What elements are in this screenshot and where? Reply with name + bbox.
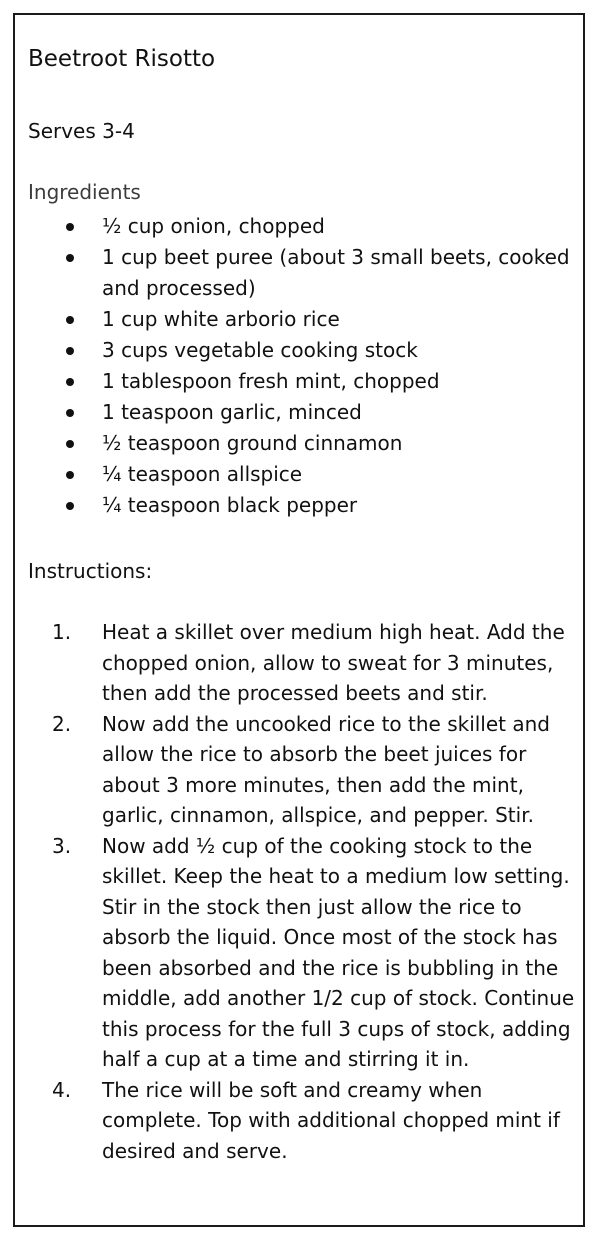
ingredients-heading: Ingredients (28, 180, 141, 204)
bullet-icon (66, 254, 74, 262)
step-text: Now add ½ cup of the cooking stock to the skillet. Keep the heat to a medium low setting. Stir in the stock then just allow the rice to absorb the liquid. Once most of the stock has been absorbed and the rice is bubbling in the middle, add another 1/2 cup of stock. Continue this process for the full 3 cups of stock, adding half a cup at a time and stirring it in. (102, 833, 575, 1071)
step-number: 1. (52, 620, 72, 644)
step-text: Now add the uncooked rice to the skillet and allow the rice to absorb the beet juices for about 3 more minutes, then add the mint, garlic, cinnamon, allspice, and pepper. Stir. (102, 711, 550, 827)
instructions-list (15, 617, 583, 1166)
recipe-card (13, 13, 585, 1227)
bullet-icon (66, 347, 74, 355)
bullet-icon (66, 378, 74, 386)
bullet-icon (66, 440, 74, 448)
ingredient-item (15, 490, 583, 521)
bullet-icon (66, 502, 74, 510)
instruction-step (15, 831, 583, 1075)
servings-text: Serves 3-4 (28, 119, 135, 143)
step-number: 4. (52, 1077, 72, 1102)
bullet-icon (66, 409, 74, 417)
step-number: 2. (52, 711, 72, 736)
ingredient-item (15, 366, 583, 397)
bullet-icon (66, 471, 74, 479)
ingredient-item (15, 211, 583, 242)
bullet-icon (66, 316, 74, 324)
ingredient-item (15, 428, 583, 459)
ingredient-item (15, 335, 583, 366)
ingredient-item (15, 459, 583, 490)
recipe-title: Beetroot Risotto (28, 46, 216, 72)
ingredient-item (15, 397, 583, 428)
step-text: The rice will be soft and creamy when complete. Top with additional chopped mint if desired and serve. (102, 1077, 560, 1163)
step-text: Heat a skillet over medium high heat. Add the chopped onion, allow to sweat for 3 minutes, then add the processed beets and stir. (102, 620, 565, 705)
ingredients-list (15, 211, 583, 521)
ingredient-item (15, 242, 583, 304)
instruction-step (15, 1075, 583, 1167)
ingredient-text: 1 tablespoon fresh mint, chopped (102, 369, 440, 393)
ingredient-text: ½ cup onion, chopped (102, 214, 325, 238)
ingredient-text: ¼ teaspoon allspice (102, 462, 303, 486)
ingredient-text: 1 teaspoon garlic, minced (102, 400, 362, 424)
ingredient-item (15, 304, 583, 335)
ingredient-text: 1 cup beet puree (about 3 small beets, cooked and processed) (102, 245, 570, 300)
ingredient-text: 1 cup white arborio rice (102, 307, 340, 331)
instruction-step (15, 617, 583, 709)
instructions-heading: Instructions: (28, 559, 153, 583)
ingredient-text: 3 cups vegetable cooking stock (102, 338, 418, 362)
ingredient-text: ½ teaspoon ground cinnamon (102, 431, 403, 455)
bullet-icon (66, 223, 74, 231)
ingredient-text: ¼ teaspoon black pepper (102, 493, 358, 517)
step-number: 3. (52, 833, 72, 858)
instruction-step (15, 709, 583, 831)
